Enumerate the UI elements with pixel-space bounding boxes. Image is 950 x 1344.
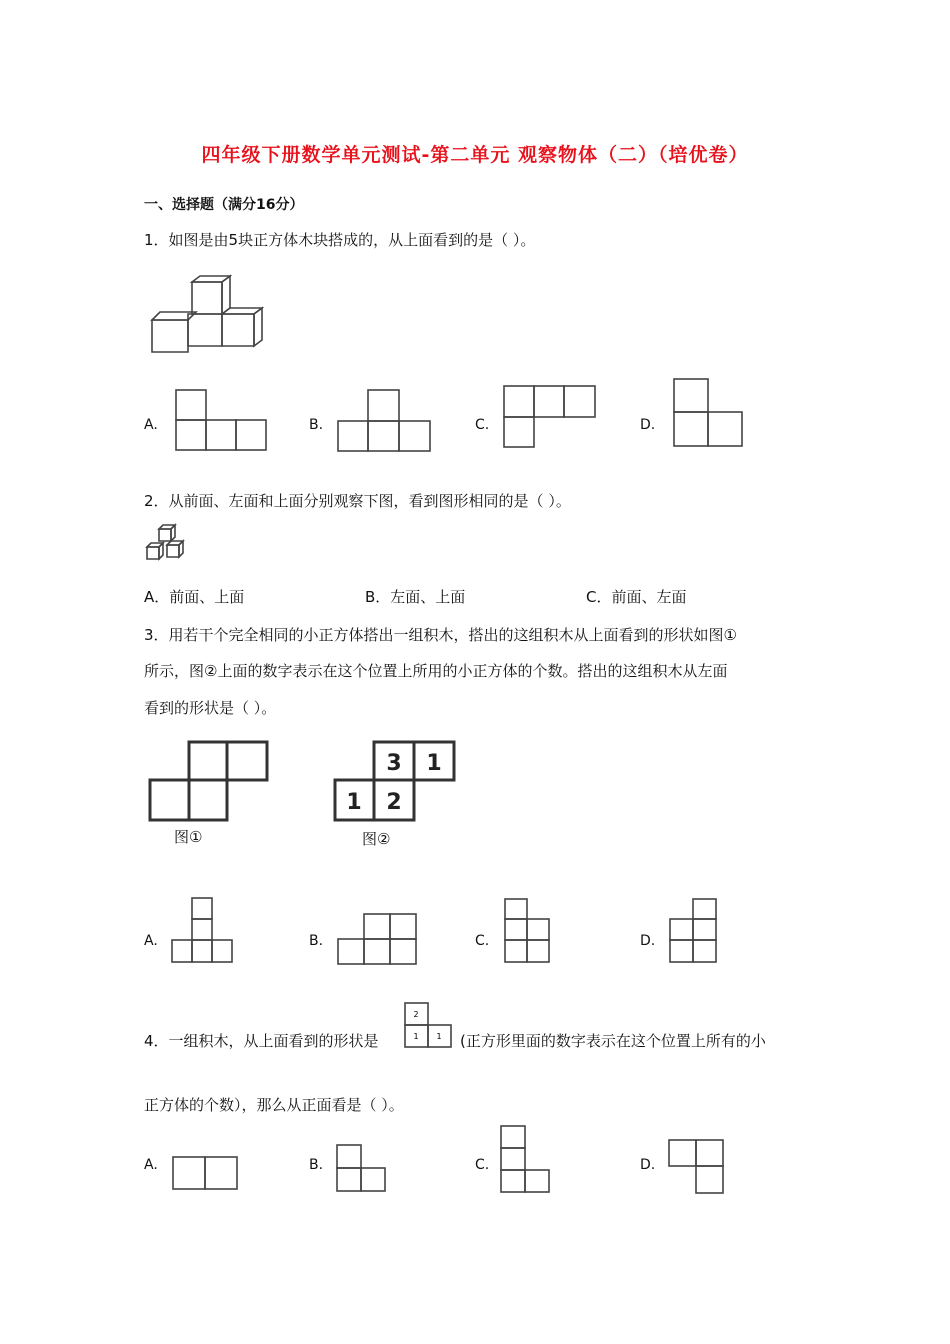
q3-figure-2-label: 图② [362,830,391,848]
q1-option-a[interactable]: A. [144,417,158,433]
q2-option-a[interactable]: A．前面、上面 [144,588,245,606]
question-4-line-2: 正方体的个数），那么从正面看是（ ）。 [144,1096,404,1114]
question-1-text: 1．如图是由5块正方体木块搭成的，从上面看到的是（ ）。 [144,231,536,249]
question-3-line-2: 所示，图②上面的数字表示在这个位置上所用的小正方体的个数。搭出的这组积木从左面 [144,662,728,680]
q1-option-d-figure [673,378,743,447]
section-heading: 一、选择题（满分16分） [144,197,304,213]
question-4-text-before: 4．一组积木，从上面看到的形状是 [144,1032,379,1050]
q4-grid-number: 1 [436,1032,442,1041]
q3-figure-1-label: 图① [174,828,203,846]
q4-grid-number: 1 [413,1032,419,1041]
q4-grid-number: 2 [413,1010,419,1019]
q4-option-a-figure [172,1156,238,1190]
q3-option-d[interactable]: D. [640,933,656,949]
q3-figure-2 [332,740,458,824]
q3-grid-number: 3 [386,751,402,776]
q2-option-b[interactable]: B．左面、上面 [365,588,466,606]
q3-grid-number: 1 [346,790,362,815]
q4-top-view-grid [404,1002,452,1048]
question-4-text-after: (正方形里面的数字表示在这个位置上所有的小 [460,1032,766,1050]
q3-option-b-figure [336,912,418,966]
q4-option-d[interactable]: D. [640,1157,656,1173]
q3-grid-number: 1 [426,751,442,776]
q4-option-d-figure [668,1139,724,1195]
q3-grid-number: 2 [386,790,402,815]
question-2-text: 2．从前面、左面和上面分别观察下图，看到图形相同的是（ ）。 [144,492,571,510]
q4-option-b[interactable]: B. [309,1157,324,1173]
q4-option-a[interactable]: A. [144,1157,158,1173]
q3-option-a[interactable]: A. [144,933,158,949]
q3-figure-1 [147,740,271,824]
q3-option-b[interactable]: B. [309,933,324,949]
q1-option-b[interactable]: B. [309,417,324,433]
q1-option-b-figure [337,389,431,452]
question-3-line-3: 看到的形状是（ ）。 [144,699,277,717]
q3-option-c[interactable]: C. [475,933,490,949]
q3-option-c-figure [503,897,551,965]
q1-cube-figure [150,276,265,356]
q2-option-c[interactable]: C．前面、左面 [586,588,687,606]
q1-option-a-figure [175,389,267,451]
q3-option-d-figure [668,897,718,965]
q1-option-c[interactable]: C. [475,417,490,433]
q3-option-a-figure [170,896,234,964]
q4-option-b-figure [336,1144,386,1192]
q4-option-c[interactable]: C. [475,1157,490,1173]
q1-option-c-figure [503,385,596,448]
q2-cube-figure [145,523,187,561]
question-3-line-1: 3．用若干个完全相同的小正方体搭出一组积木，搭出的这组积木从上面看到的形状如图① [144,626,737,644]
q4-option-c-figure [500,1125,550,1193]
page-title: 四年级下册数学单元测试-第二单元 观察物体（二）（培优卷） [201,144,749,166]
q1-option-d[interactable]: D. [640,417,656,433]
